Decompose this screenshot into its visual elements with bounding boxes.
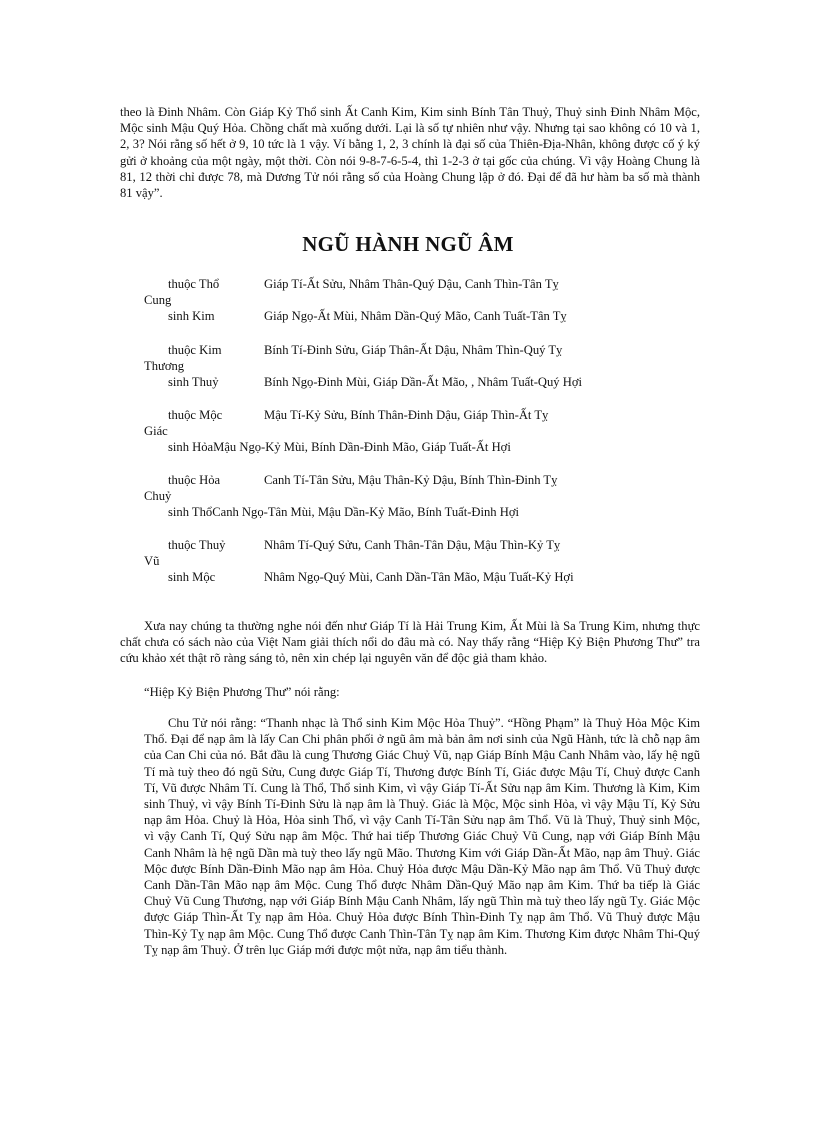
entry-sub-values: Nhâm Ngọ-Quý Mùi, Canh Dần-Tân Mão, Mậu Tuất-Kỷ Hợi [264, 570, 574, 584]
entry-values: Canh Tí-Tân Sửu, Mậu Thân-Kỷ Dậu, Bính Thìn-Đinh Tỵ [264, 473, 558, 487]
entry-sub-category: sinh Kim [168, 309, 215, 323]
entry-category: thuộc Mộc [168, 408, 223, 422]
entry-tone: Vũ [144, 554, 160, 568]
entry-values: Nhâm Tí-Quý Sửu, Canh Thân-Tân Dậu, Mậu Thìn-Kỷ Tỵ [264, 538, 561, 552]
entry-category: thuộc Thuỷ [168, 538, 226, 552]
entry-category: thuộc Hỏa [168, 473, 221, 487]
entry-values: Bính Tí-Đinh Sửu, Giáp Thân-Ất Dậu, Nhâm Thìn-Quý Tỵ [264, 343, 563, 357]
entry-tone: Cung [144, 293, 172, 307]
entry-sub-values: Bính Ngọ-Đinh Mùi, Giáp Dần-Ất Mão, , Nhâm Tuất-Quý Hợi [264, 375, 582, 389]
entry-tone: Giác [144, 424, 168, 438]
paragraph-intro-napam: Xưa nay chúng ta thường nghe nói đến như Giáp Tí là Hải Trung Kim, Ất Mùi là Sa Trung Kim, nhưng thực chất chưa có sách nào của Việt Nam giải thích nổi do đâu mà có. Nay thấy rằng “Hiệp Kỷ Biện Phương Thư” tra cứu khảo xét thật rõ ràng sáng tỏ, nên xin chép lại nguyên văn để độc giả tham khảo. [120, 619, 700, 666]
element-entry-moc [0, 407, 816, 455]
paragraph-quote-heading: “Hiệp Kỷ Biện Phương Thư” nói rằng: [144, 685, 340, 699]
element-entry-tho [0, 276, 816, 324]
entry-sub-line: sinh ThổCanh Ngọ-Tân Mùi, Mậu Dần-Kỷ Mão, Bính Tuất-Đinh Hợi [168, 505, 519, 519]
entry-sub-values: Giáp Ngọ-Ất Mùi, Nhâm Dần-Quý Mão, Canh Tuất-Tân Tỵ [264, 309, 567, 323]
entry-tone: Chuỷ [144, 489, 172, 503]
entry-sub-line: sinh HỏaMậu Ngọ-Kỷ Mùi, Bính Dần-Đinh Mão, Giáp Tuất-Ất Hợi [168, 440, 511, 454]
intro-paragraph: theo là Đinh Nhâm. Còn Giáp Kỷ Thổ sinh Ất Canh Kim, Kim sinh Bính Tân Thuỷ, Thuỷ sinh Đinh Nhâm Mộc, Mộc sinh Mậu Quý Hỏa. Chồng chất mà xuống dưới. Lại là số tự nhiên như vậy. Nhưng tại sao không có 10 và 1, 2, 3? Nói rằng số hết ở 9, 10 tức là 1 vậy. Ví bằng 1, 2, 3 chính là đại số của Thiên-Địa-Nhân, không được cố ý ký gửi ở khoảng của một ngày, một thời. Còn nói 9-8-7-6-5-4, thì 1-2-3 ở tại gốc của chúng. Vì vậy Hoàng Chung là 81, 12 thời chỉ được 78, mà Dương Tử nói rằng số của Hoàng Chung lập ở đó. Đại để đã hư hàm ba số mà thành 81 vậy”. [120, 105, 700, 201]
element-entry-kim [0, 342, 816, 390]
entry-sub-category: sinh Mộc [168, 570, 216, 584]
section-title: NGŨ HÀNH NGŨ ÂM [302, 232, 514, 256]
entry-values: Giáp Tí-Ất Sửu, Nhâm Thân-Quý Dậu, Canh Thìn-Tân Tỵ [264, 277, 559, 291]
entry-sub-category: sinh Thuỷ [168, 375, 219, 389]
entry-category: thuộc Kim [168, 343, 222, 357]
entry-values: Mậu Tí-Kỷ Sửu, Bính Thân-Đinh Dậu, Giáp Thìn-Ất Tỵ [264, 408, 549, 422]
element-entry-hoa [0, 472, 816, 520]
entry-tone: Thương [144, 359, 185, 373]
element-entry-thuy [0, 537, 816, 585]
entry-category: thuộc Thổ [168, 277, 220, 291]
paragraph-main-quote: Chu Tử nói rằng: “Thanh nhạc là Thổ sinh Kim Mộc Hỏa Thuỷ”. “Hồng Phạm” là Thuỷ Hỏa Mộc Kim Thổ. Đại để nạp âm là lấy Can Chi phân phối ở ngũ âm mà bản âm nơi sinh của Ngũ Hành, tức là chỗ nạp âm của Can Chi của nó. Bắt đầu là cung Thương Giác Chuỷ Vũ, nạp Giáp Bính Mậu Canh Nhâm vào, lấy hệ ngũ Tí mà tuỳ theo đó ngũ Sửu, Cung được Giáp Tí, Thương được Bính Tí, Giác được Mậu Tí, Chuỷ được Canh Tí, Vũ được Nhâm Tí. Cung là Thổ, Thổ sinh Kim, vì vậy Giáp Tí-Ất Sửu nạp âm Kim. Thương là Kim, Kim sinh Thuỷ, vì vậy Bính Tí-Đinh Sửu là nạp âm là Thuỷ. Giác là Mộc, Mộc sinh Hỏa, vì vậy Mậu Tí, Kỷ Sửu nạp âm Hỏa. Chuỷ là Hỏa, Hỏa sinh Thổ, vì vậy Canh Tí-Tân Sửu nạp âm Thổ. Vũ là Thuỷ, Thuỷ sinh Mộc, vì vậy Canh Tí, Quý Sửu nạp âm Mộc. Thứ hai tiếp Thương Giác Chuỷ Vũ Cung, nạp với Giáp Bính Mậu Canh Nhâm là hệ ngũ Dần mà tuỳ theo lấy ngũ Mão. Thương Kim với Giáp Dần-Ất Mão, nạp âm Thuỷ. Giác Mộc được Bính Dần-Đinh Mão nạp âm Hỏa. Chuỷ Hỏa được Mậu Dần-Kỷ Mão nạp âm Thổ. Vũ Thuỷ được Canh Dần-Tân Mão nạp âm Mộc. Cung Thổ được Nhâm Dần-Quý Mão nạp âm Kim. Thứ ba tiếp là Giác Chuỷ Vũ Cung Thương, nạp với Giáp Bính Mậu Canh Nhâm, lấy ngũ Thìn mà tuỳ theo lấy ngũ Tỵ. Giác Mộc được Giáp Thìn-Ất Tỵ nạp âm Hỏa. Chuỷ Hỏa được Bính Thìn-Đinh Tỵ nạp âm Thổ. Vũ Thuỷ được Mậu Thìn-Kỷ Tỵ nạp âm Mộc. Cung Thổ được Canh Thìn-Tân Tỵ nạp âm Kim. Thương Kim được Nhâm Thi-Quý Tỵ nạp âm Thuỷ. Ở trên lục Giáp mới được một nửa, nạp âm tiểu thành. [144, 716, 700, 957]
